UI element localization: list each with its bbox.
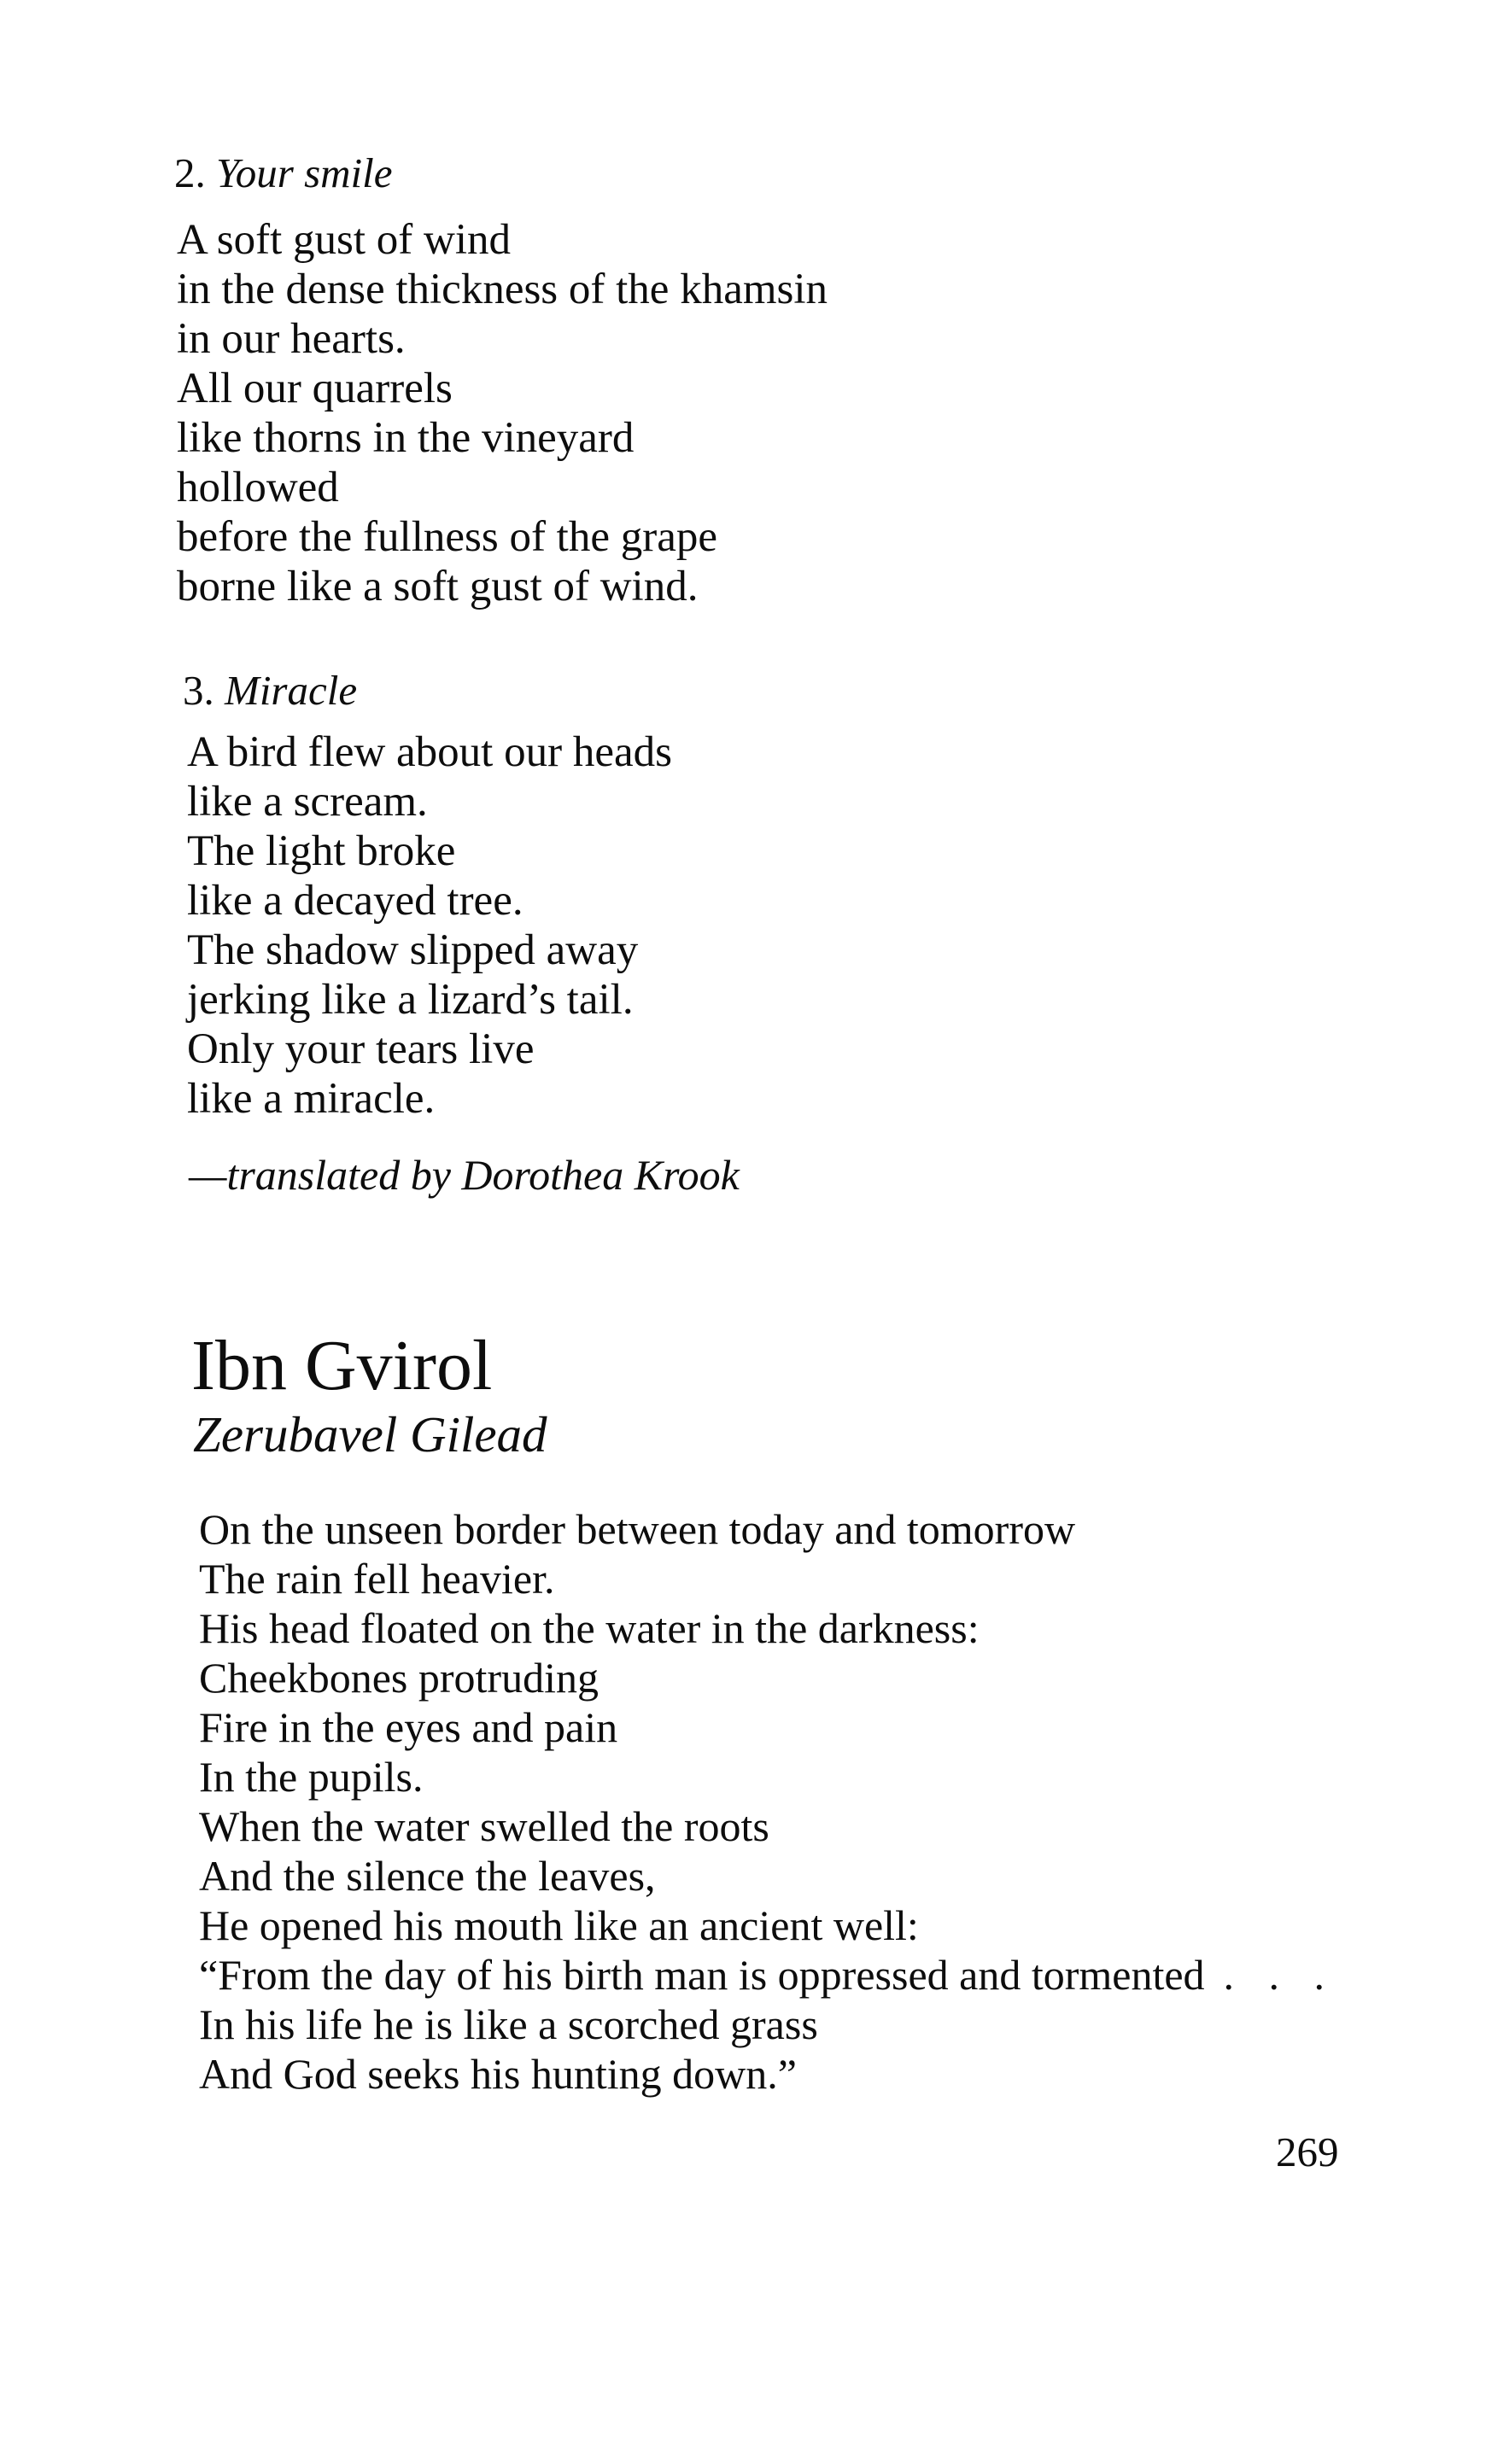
poem-line: On the unseen border between today and tomorrow	[199, 1505, 1076, 1553]
ellipsis: . . .	[1223, 1951, 1337, 1999]
poem-title: Ibn Gvirol	[191, 1326, 493, 1405]
poem-line: in the dense thickness of the khamsin	[177, 266, 828, 313]
poem-line: like a miracle.	[187, 1075, 436, 1123]
poem-line: jerking like a lizard’s tail.	[187, 976, 634, 1024]
poem-line: before the fullness of the grape	[177, 513, 717, 561]
section-title: Your smile	[216, 149, 393, 196]
translator-credit: —translated by Dorothea Krook	[189, 1151, 740, 1199]
poem-author: Zerubavel Gilead	[193, 1406, 547, 1463]
poem-line: And the silence the leaves,	[199, 1852, 656, 1900]
poem-line: Fire in the eyes and pain	[199, 1703, 618, 1751]
section-number: 3.	[183, 667, 214, 714]
page-number: 269	[1276, 2128, 1339, 2175]
poem-line: The rain fell heavier.	[199, 1555, 555, 1603]
poem-line: in our hearts.	[177, 315, 406, 363]
poem-line: When the water swelled the roots	[199, 1802, 769, 1850]
poem-line: A soft gust of wind	[177, 216, 512, 264]
poem-line: like thorns in the vineyard	[177, 414, 635, 462]
section-number: 2.	[174, 149, 206, 196]
poem-line: like a scream.	[187, 778, 428, 826]
stanza-miracle	[187, 727, 672, 1124]
poem-line: Only your tears live	[187, 1025, 535, 1073]
poem-line: He opened his mouth like an ancient well:	[199, 1901, 919, 1949]
poem-line-text: “From the day of his birth man is oppressed and tormented	[199, 1951, 1205, 1999]
poem-body-ibn-gvirol	[199, 1504, 1369, 2099]
poem-line: Cheekbones protruding	[199, 1654, 599, 1702]
poem-line: All our quarrels	[177, 365, 453, 412]
section-heading-miracle	[183, 667, 357, 715]
poem-line: In the pupils.	[199, 1753, 424, 1801]
section-title: Miracle	[225, 667, 358, 714]
poem-line: The light broke	[187, 827, 456, 875]
poem-line: borne like a soft gust of wind.	[177, 563, 699, 610]
section-heading-your-smile	[174, 149, 393, 197]
poem-line-with-ellipsis	[199, 1950, 1369, 2000]
poem-line: And God seeks his hunting down.”	[199, 2050, 797, 2098]
poem-line: His head floated on the water in the darkness:	[199, 1604, 980, 1652]
poem-line: hollowed	[177, 464, 339, 511]
poem-line: A bird flew about our heads	[187, 728, 672, 776]
stanza-your-smile	[177, 215, 828, 611]
poem-line: The shadow slipped away	[187, 926, 639, 974]
poem-line: In his life he is like a scorched grass	[199, 2000, 818, 2048]
poem-line: like a decayed tree.	[187, 877, 523, 925]
